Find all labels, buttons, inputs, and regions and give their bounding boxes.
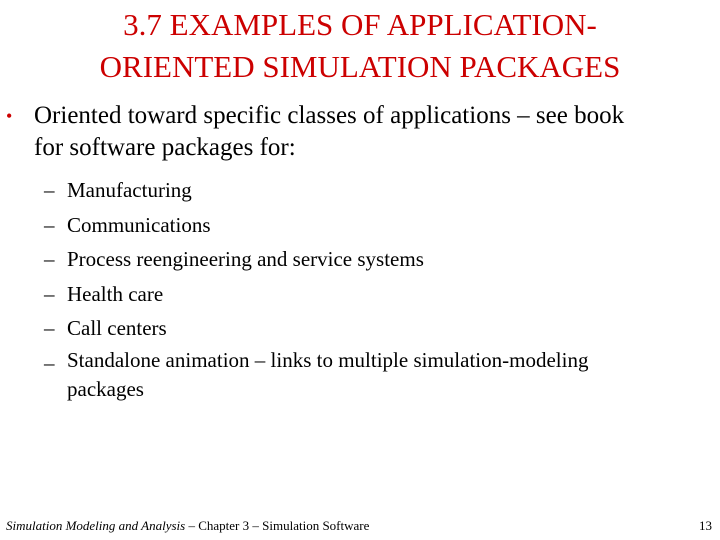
bullet-marker: • [6, 106, 13, 126]
slide-title-line-1: 3.7 EXAMPLES OF APPLICATION- [123, 7, 597, 42]
dash-marker: – [44, 350, 55, 375]
sub-bullet-item [44, 173, 684, 208]
slide-title [0, 4, 720, 88]
sub-bullet-list [44, 173, 684, 404]
sub-bullet-text: Health care [67, 281, 164, 306]
sub-bullet-item [44, 311, 684, 346]
sub-bullet-item [44, 277, 684, 312]
sub-bullet-text [67, 346, 684, 404]
bullet-text-line-2: for software packages for: [34, 134, 296, 161]
sub-bullet-text: Call centers [67, 316, 167, 340]
footer-chapter: – Chapter 3 – Simulation Software [185, 518, 370, 533]
sub-bullet-text: Manufacturing [67, 178, 192, 202]
footer-book-title: Simulation Modeling and Analysis [6, 518, 186, 533]
sub-bullet-item [44, 346, 684, 404]
dash-marker: – [44, 316, 55, 340]
slide-title-line-2: ORIENTED SIMULATION PACKAGES [99, 49, 621, 84]
dash-marker: – [44, 178, 55, 202]
bullet-text [34, 100, 704, 164]
sub-bullet-text: Process reengineering and service systems [67, 247, 424, 271]
dash-marker: – [44, 212, 55, 237]
dash-marker: – [44, 247, 55, 271]
dash-marker: – [44, 281, 55, 306]
sub-bullet-text: Communications [67, 212, 211, 237]
sub-bullet-item [44, 208, 684, 243]
bullet-text-line-1: Oriented toward specific classes of applications – see book [34, 102, 625, 129]
sub-bullet-text-line-2: packages [67, 376, 144, 401]
page-number: 13 [699, 518, 712, 533]
sub-bullet-item [44, 242, 684, 277]
footer-source [6, 518, 369, 534]
sub-bullet-text-line-1: Standalone animation – links to multiple simulation-modeling [67, 347, 589, 372]
